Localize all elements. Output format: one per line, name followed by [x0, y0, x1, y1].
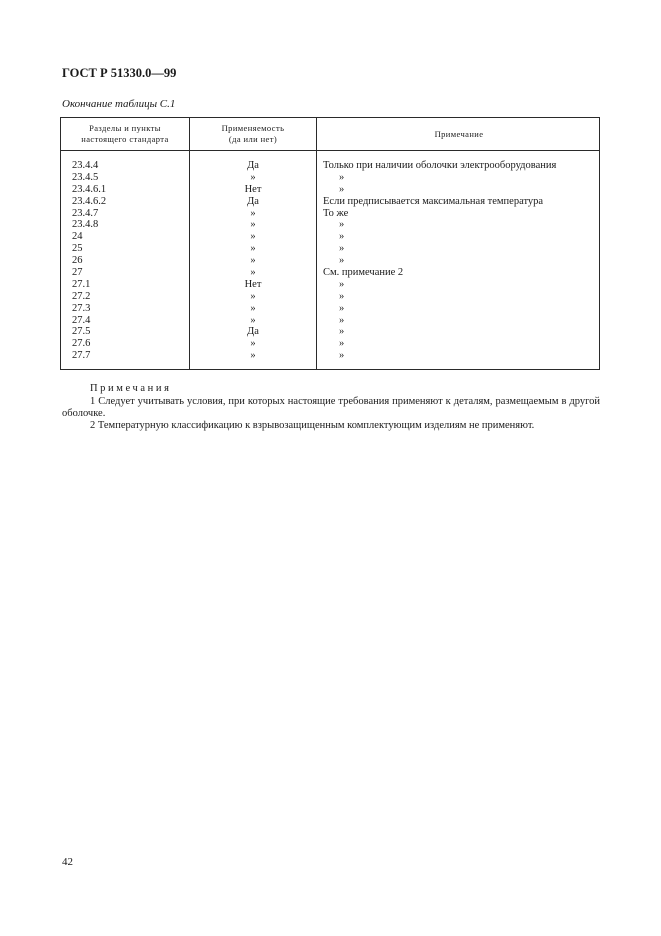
table-row: [61, 208, 599, 220]
cell-applicability: Да: [247, 195, 259, 207]
cell-applicability: »: [250, 350, 256, 362]
cell-applicability: Да: [247, 160, 259, 171]
table-row: [61, 172, 599, 184]
cell-note: »: [339, 255, 345, 267]
cell-applicability: »: [250, 219, 256, 231]
cell-section: 27.6: [72, 338, 91, 350]
cell-note: См. примечание 2: [323, 267, 404, 279]
table-row: [61, 315, 599, 327]
header-note: Примечание: [434, 128, 484, 139]
table-body: [61, 160, 599, 362]
cell-section: 26: [72, 255, 83, 267]
cell-section: 25: [72, 243, 83, 255]
cell-section: 23.4.5: [72, 171, 99, 183]
table-row: [61, 196, 599, 208]
header-applicability: Применяемость (да или нет): [221, 123, 285, 144]
applicability-table: [60, 117, 600, 370]
table-row: [61, 219, 599, 231]
page-number: 42: [62, 856, 73, 868]
cell-applicability: Да: [247, 326, 259, 338]
cell-note: »: [339, 290, 345, 302]
cell-note: »: [339, 314, 345, 326]
header-separator: [61, 150, 599, 151]
notes-title: Примечания: [90, 383, 172, 394]
table-row: [61, 303, 599, 315]
cell-note: То же: [323, 207, 349, 219]
cell-note: »: [339, 231, 345, 243]
cell-note: »: [339, 183, 345, 195]
cell-applicability: »: [250, 255, 256, 267]
cell-note: »: [339, 350, 345, 362]
cell-applicability: »: [250, 338, 256, 350]
cell-note: »: [339, 278, 345, 290]
cell-note: »: [339, 219, 345, 231]
cell-applicability: »: [250, 207, 256, 219]
table-row: [61, 231, 599, 243]
table-row: [61, 267, 599, 279]
cell-section: 27.7: [72, 350, 91, 362]
cell-applicability: Нет: [244, 278, 262, 290]
cell-section: 23.4.6.2: [72, 195, 107, 207]
cell-section: 27.3: [72, 302, 91, 314]
table-caption: Окончание таблицы С.1: [62, 98, 176, 110]
cell-applicability: »: [250, 243, 256, 255]
table-row: [61, 350, 599, 362]
cell-section: 24: [72, 231, 83, 243]
header-sections: Разделы и пункты настоящего стандарта: [81, 123, 169, 144]
cell-note: »: [339, 243, 345, 255]
cell-applicability: »: [250, 231, 256, 243]
cell-note: »: [339, 338, 345, 350]
cell-applicability: »: [250, 267, 256, 279]
cell-section: 27: [72, 267, 83, 279]
table-row: [61, 255, 599, 267]
table-row: [61, 184, 599, 196]
cell-note: »: [339, 326, 345, 338]
cell-section: 27.5: [72, 326, 91, 338]
table-row: [61, 291, 599, 303]
cell-section: 27.4: [72, 314, 91, 326]
table-row: [61, 243, 599, 255]
table-row: [61, 160, 599, 172]
note-2: 2 Температурную классификацию к взрывозащищенным комплектующим изделиям не применяют.: [90, 420, 535, 431]
table-row: [61, 326, 599, 338]
cell-section: 23.4.4: [72, 160, 99, 171]
cell-section: 23.4.8: [72, 219, 99, 231]
cell-note: »: [339, 302, 345, 314]
cell-applicability: »: [250, 302, 256, 314]
cell-applicability: »: [250, 171, 256, 183]
cell-section: 23.4.7: [72, 207, 99, 219]
cell-applicability: »: [250, 290, 256, 302]
cell-note: »: [339, 171, 345, 183]
cell-section: 23.4.6.1: [72, 183, 107, 195]
cell-note: Только при наличии оболочки электрооборудования: [323, 160, 557, 171]
document-code: ГОСТ Р 51330.0—99: [62, 66, 177, 80]
cell-section: 27.2: [72, 290, 91, 302]
cell-applicability: »: [250, 314, 256, 326]
table-row: [61, 279, 599, 291]
cell-section: 27.1: [72, 278, 91, 290]
note-1: 1 Следует учитывать условия, при которых настоящие требования применяют к деталям, размещаемым в другой оболочке.: [62, 396, 600, 419]
cell-applicability: Нет: [244, 183, 262, 195]
cell-note: Если предписывается максимальная температура: [323, 195, 544, 207]
table-row: [61, 338, 599, 350]
